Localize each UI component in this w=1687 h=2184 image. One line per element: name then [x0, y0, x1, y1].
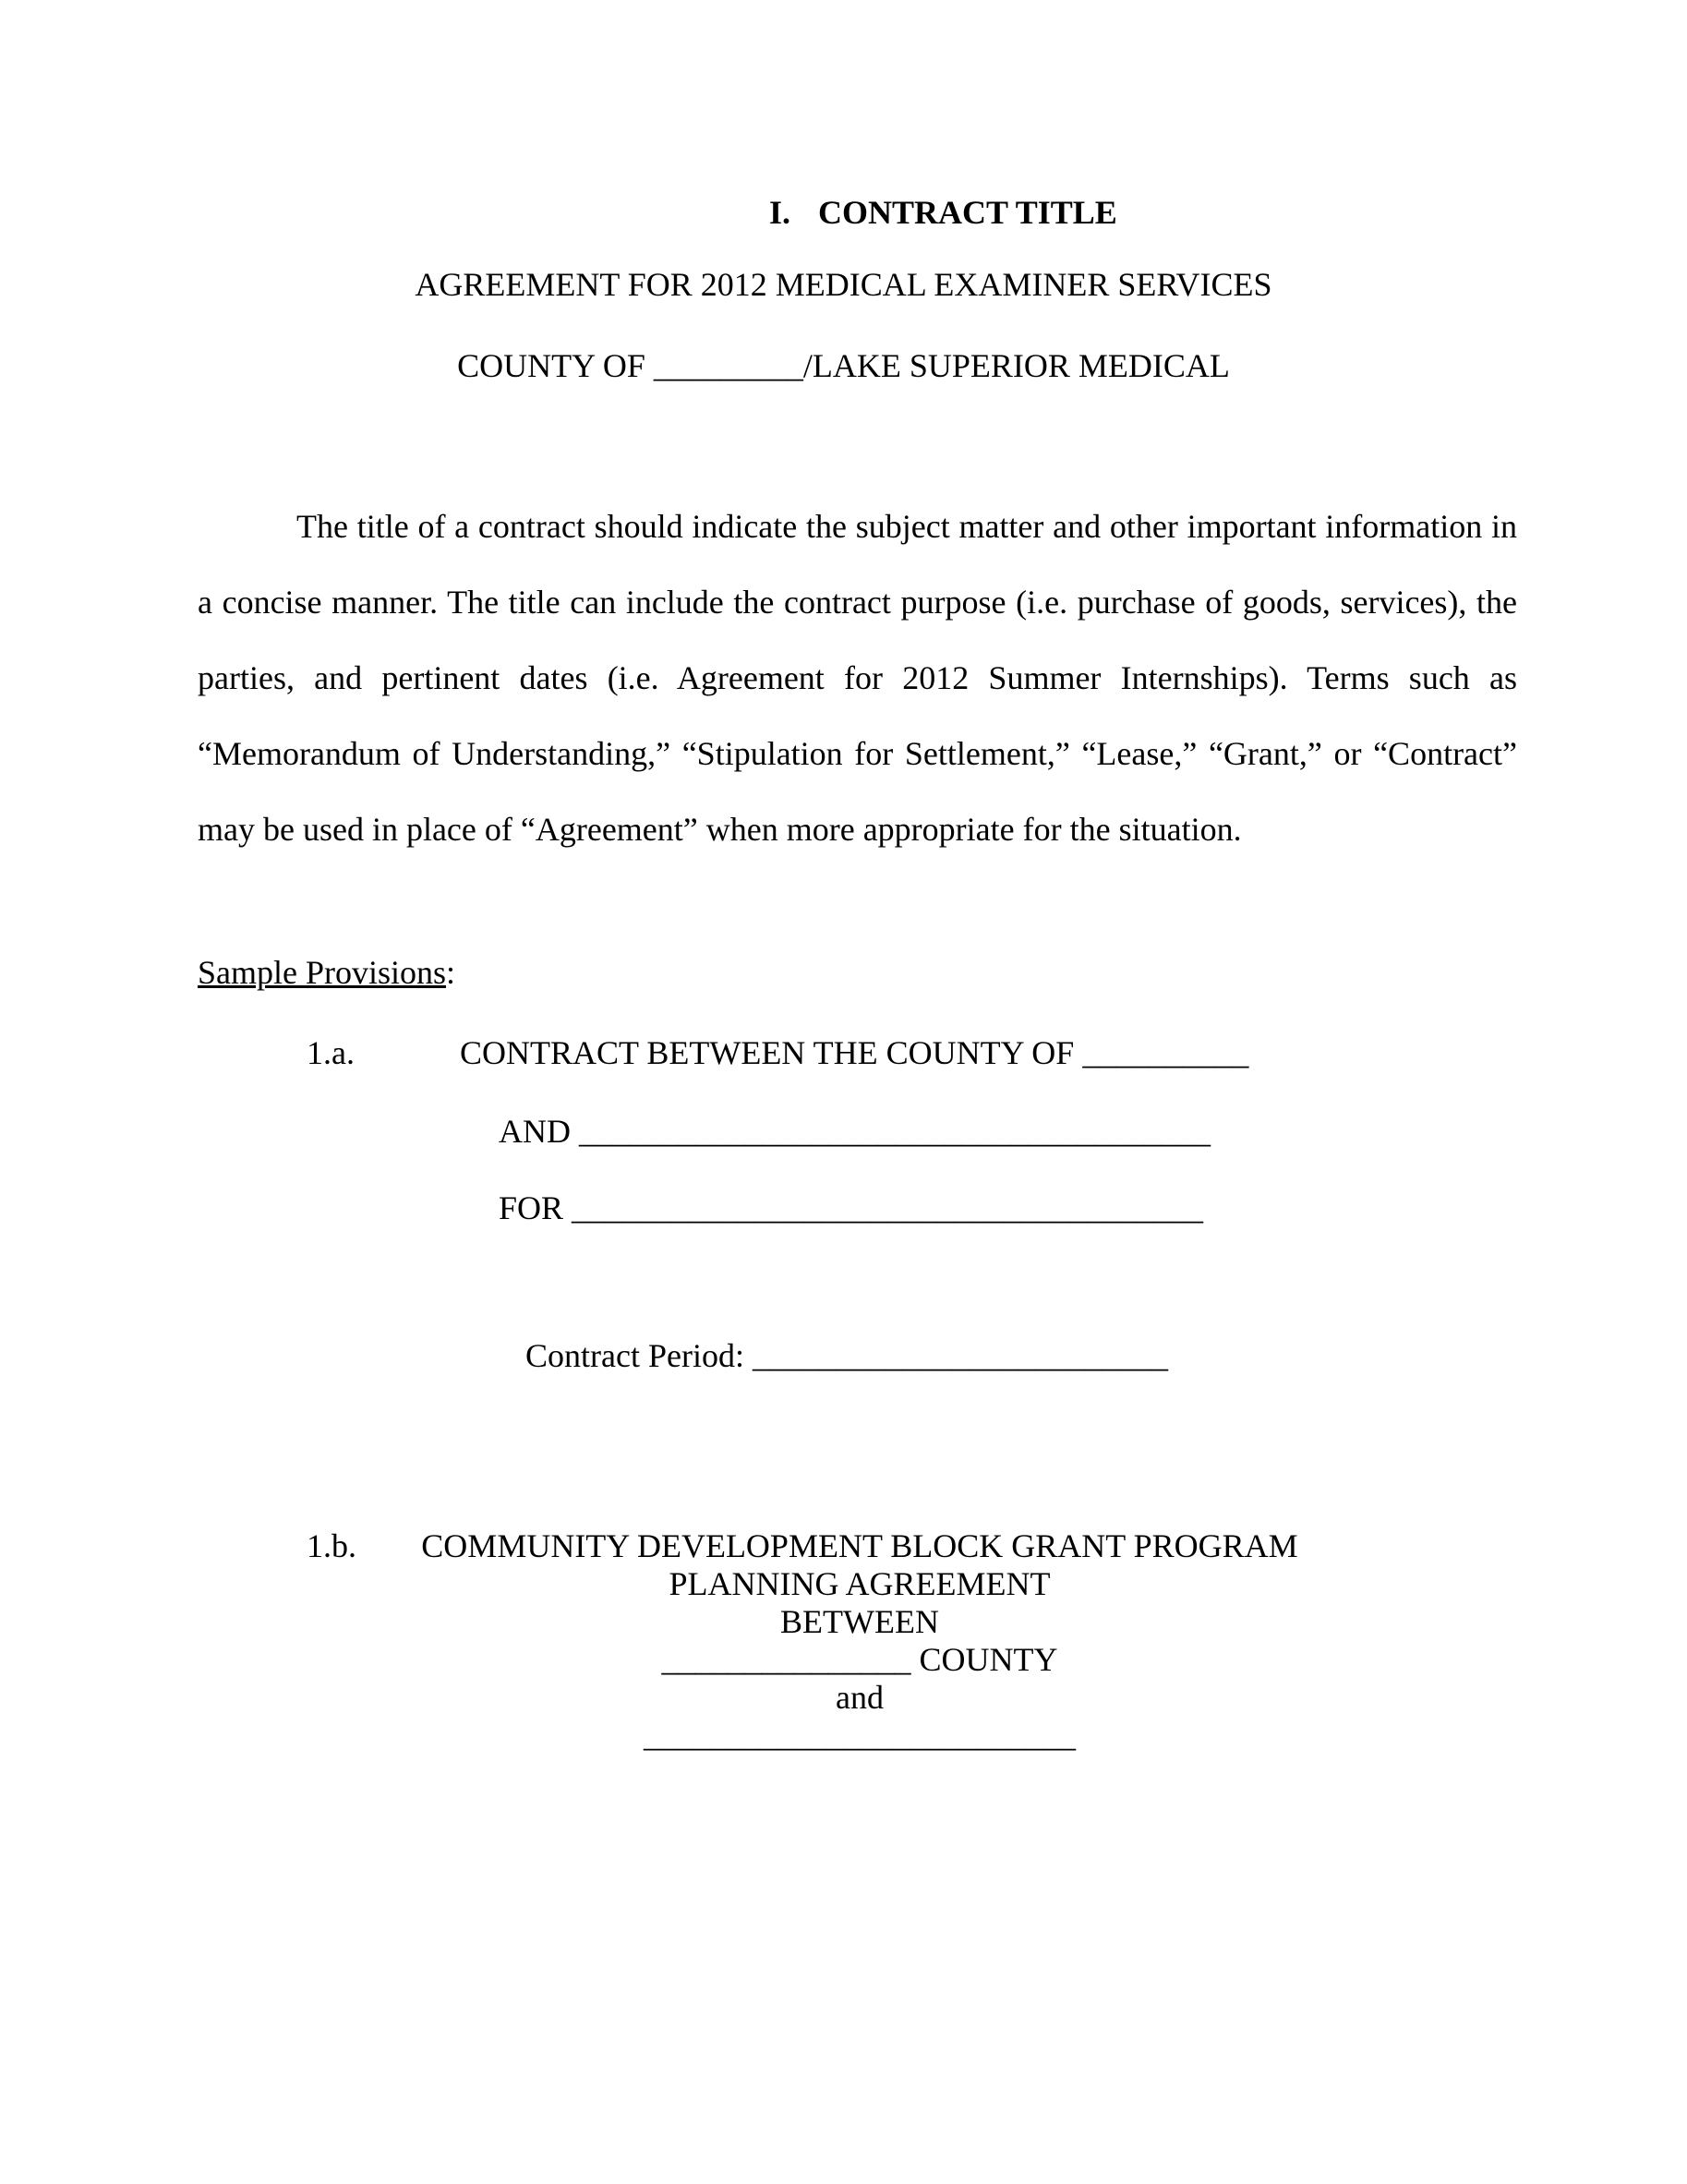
- sample-provisions-text: Sample Provisions: [198, 954, 447, 991]
- provision-1b-between-line: BETWEEN: [780, 1603, 939, 1640]
- intro-paragraph: The title of a contract should indicate the subject matter and other important information in a concise manner. The title can include the contract purpose (i.e. purchase of goods, services), the parties, and pertinent dates (i.e. Agreement for 2012 Summer Internships). Terms such as “Memorandum of Understanding,” “Stipulation for Settlement,” “Lease,” “Grant,” or “Contract” may be used in place of “Agreement” when more appropriate for the situation.: [198, 508, 1517, 848]
- provision-1b-program-line: COMMUNITY DEVELOPMENT BLOCK GRANT PROGRAM: [421, 1527, 1298, 1564]
- contract-title-heading: [769, 194, 1117, 232]
- heading-numeral: I.: [769, 194, 791, 231]
- provision-1b-and-line: and: [836, 1679, 884, 1716]
- provision-1a-and-line: AND ______________________________________: [499, 1113, 1211, 1150]
- provision-1a-contract-between-line: CONTRACT BETWEEN THE COUNTY OF __________: [460, 1034, 1249, 1071]
- provision-1b-party-blank-line: __________________________: [644, 1717, 1076, 1754]
- provision-1b-planning-line: PLANNING AGREEMENT: [669, 1565, 1051, 1602]
- heading-title-text: CONTRACT TITLE: [818, 194, 1117, 231]
- provision-1b-number: 1.b.: [307, 1527, 356, 1564]
- provision-1a-for-line: FOR ______________________________________: [499, 1189, 1204, 1226]
- provision-1a-number: 1.a.: [307, 1034, 355, 1071]
- provision-1b-block: [306, 1527, 1414, 1755]
- sample-provisions-colon: :: [446, 954, 456, 991]
- agreement-subtitle: AGREEMENT FOR 2012 MEDICAL EXAMINER SERVICES: [415, 266, 1272, 303]
- provision-1a-contract-period-line: Contract Period: _________________________: [525, 1337, 1168, 1374]
- provision-1b-county-blank-line: _______________ COUNTY: [661, 1641, 1058, 1678]
- county-subtitle: COUNTY OF _________/LAKE SUPERIOR MEDICAL: [457, 347, 1230, 384]
- sample-provisions-label: [198, 954, 455, 992]
